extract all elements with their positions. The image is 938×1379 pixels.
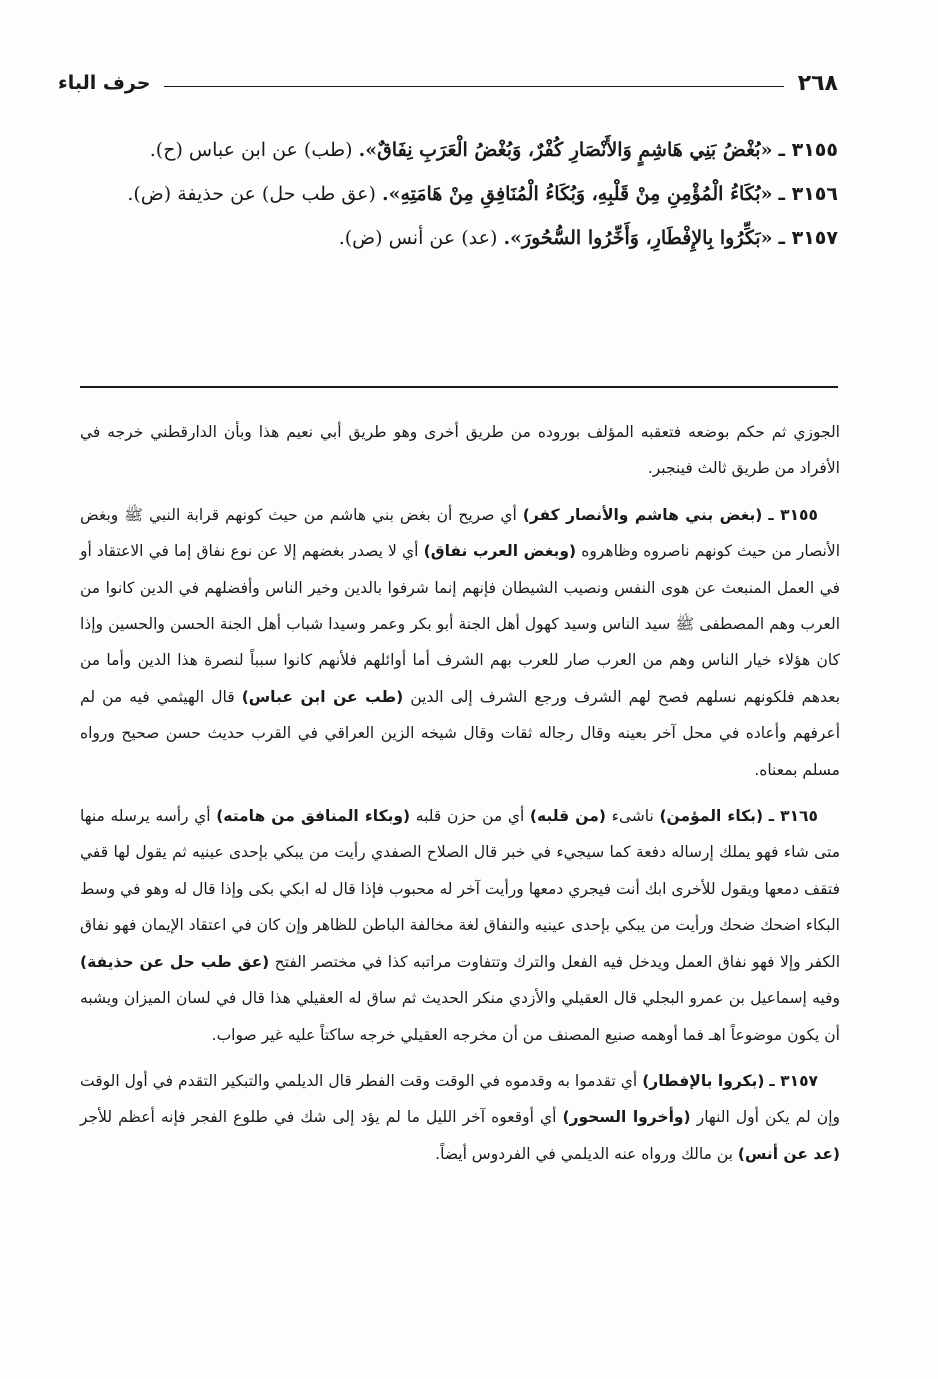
commentary-intro: الجوزي ثم حكم بوضعه فتعقبه المؤلف بوروده من طريق أخرى وهو طريق أبي نعيم هذا وبأن الدارقطني خرجه في الأفراد من طريق ثالث فينجبر. [80,423,840,478]
commentary-text: أي رأسه يرسله منها متى شاء فهو يملك إرساله دفعة كما سيجيء في خبر قال الصلاح الصفدي رأيت من يبكي بإحدى عينيه ثم يقول لها قفي فتقف دمعها ويقول للأخرى ابك أنت فيجري دمعها ورأيت آخر له محبوب فإذا قال له ابكي بكى وإذا قال له وهو في وسط البكاء اضحك ضحك ورأيت من يبكي بإحدى عينيه والنفاق لغة مخالفة الباطن للظاهر وإن كان في اعتقاد الإيمان فهو نفاق الكفر وإلا فهو نفاق العمل ويدخل فيه الفعل والترك وتتفاوت مراتبه كذا في مختصر الفتح [80,807,840,971]
commentary-text: أي من حزن قلبه [415,807,525,826]
commentary-text: أي تقدموا به وقدموه في الوقت وقت الفطر قال الديلمي والتبكير التقدم في أول الوقت وإن لم يكن أول النهار [80,1071,840,1127]
hadith-number: ٣١٥٧ ـ [778,227,838,249]
hadith-text: «بُغْضُ بَنِي هَاشِمٍ وَالأَنْصَارِ كُفْرٌ، وَبُغْضُ الْعَرَبِ نِفَاقٌ». [358,139,773,161]
commentary-lead: (بغض بني هاشم والأنصار كفر) [522,505,763,524]
commentary-lead: (بكاء المؤمن) [659,807,764,826]
hadith-3156 [80,172,838,216]
hadith-text: «بَكِّرُوا بِالإِفْطَارِ، وَأَخِّرُوا السُّحُورَ». [503,227,773,249]
hadith-3157 [80,216,838,260]
hadith-source: (طب) عن ابن عباس (ح). [149,139,353,161]
commentary-number: ٣١٥٧ ـ [769,1071,818,1090]
commentary-bold: (من قلبه) [529,807,606,826]
commentary-text: أي صريح أن بغض بني هاشم من حيث كونهم قرابة النبي ﷺ وبغض الأنصار من حيث كونهم ناصروه وظاهروه [80,505,840,561]
commentary-text: ناشىء [611,807,654,826]
commentary-text: أي أوقعوه آخر الليل ما لم يؤد إلى شك في طلوع الفجر فإنه أعظم للأجر [80,1108,557,1127]
page-header [58,66,838,100]
footnote-separator [80,386,838,388]
hadith-number: ٣١٥٥ ـ [778,139,838,161]
hadith-text: «بُكَاءُ الْمُؤْمِنِ مِنْ قَلْبِهِ، وَبُكَاءُ الْمُنَافِقِ مِنْ هَامَتِهِ». [381,183,773,205]
commentary-section [80,414,840,1182]
commentary-lead: (بكروا بالإفطار) [642,1071,765,1090]
chapter-title: حرف الباء [58,72,151,94]
commentary-number: ٣١٦٥ ـ [768,807,818,826]
commentary-bold: (وبغض العرب نفاق) [423,542,577,561]
commentary-bold: (وأخروا السحور) [562,1108,691,1127]
commentary-text: بن مالك ورواه عنه الديلمي في الفردوس أيضاً. [435,1144,733,1163]
commentary-number: ٣١٥٥ ـ [768,505,818,524]
commentary-3157 [80,1063,840,1172]
header-rule [164,86,783,87]
commentary-text: أي لا يصدر بغضهم إلا عن نوع نفاق إما في الاعتقاد أو في العمل المنبعث عن هوى النفس ونصيب الشيطان فإنهم إنما شرفوا بالدين وخير الناس وأفضلهم في الدين كانوا من العرب وهم المصطفى ﷺ سيد الناس وسيد كهول أهل الجنة أبو بكر وعمر وسيدا شباب أهل الجنة الحسن والحسين وإذا كان هؤلاء خيار الناس وهم من العرب صار للعرب بهم الشرف أما أوائلهم فلأنهم كانوا سبباً لنصرة هذا الدين وأما من بعدهم فلكونهم نسلهم فصح لهم الشرف ورجع الشرف إلى الدين [80,542,841,706]
commentary-bold: (وبكاء المنافق من هامته) [216,807,411,826]
commentary-3156 [80,798,840,1053]
commentary-bold: (عد عن أنس) [737,1144,840,1163]
commentary-bold: (طب عن ابن عباس) [241,687,404,706]
commentary-text: وفيه إسماعيل بن عمرو البجلي قال العقيلي والأزدي منكر الحديث ثم ساق له العقيلي هذا قال في لسان الميزان ويشبه أن يكون موضوعاً اهـ فما أوهمه صنيع المصنف من أن مخرجه العقيلي خرجه ساكتاً عليه غير صواب. [80,989,840,1044]
commentary-3155 [80,497,840,788]
commentary-bold: (عق طب حل عن حذيفة) [80,952,270,971]
hadith-3155 [80,128,838,172]
hadith-list [80,128,838,260]
page-number: ٢٦٨ [797,70,838,96]
hadith-source: (عق طب حل) عن حذيفة (ض). [127,183,376,205]
commentary-text: قال الهيثمي فيه من لم أعرفهم وأعاده في محل آخر بعينه وقال رجاله ثقات وقال شيخه الزين العراقي في القرب حديث حسن صحيح ورواه مسلم بمعناه. [80,687,840,779]
hadith-source: (عد) عن أنس (ض). [338,227,498,249]
hadith-number: ٣١٥٦ ـ [778,183,838,205]
